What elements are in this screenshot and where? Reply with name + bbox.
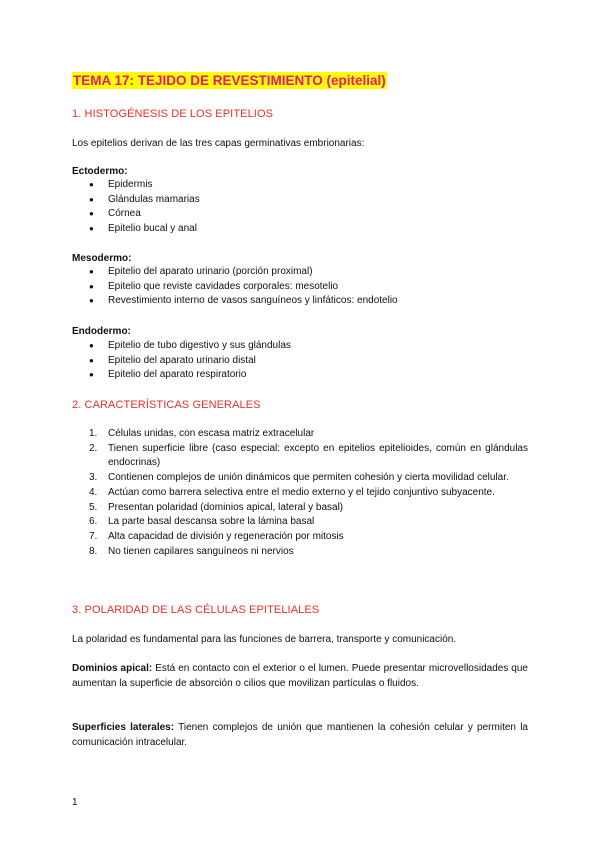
group-label-ectodermo: Ectodermo: xyxy=(72,166,128,177)
list-item: ● Córnea xyxy=(72,207,200,222)
list-item xyxy=(72,530,528,545)
list-number: 8. xyxy=(89,545,98,557)
list-item: ● Epidermis xyxy=(72,178,200,193)
term-text: Está en contacto con el exterior o el lumen. Puede presentar microvellosidades que aumentan la superficie de absorción o cilios que movilizan partículas o fluidos. xyxy=(72,663,528,689)
section-heading-polaridad: 3. POLARIDAD DE LAS CÉLULAS EPITELIALES xyxy=(72,604,320,616)
bullet-list-endodermo xyxy=(72,339,291,383)
section-intro-polaridad: La polaridad es fundamental para las funciones de barrera, transporte y comunicación. xyxy=(72,634,457,645)
bullet-list-ectodermo xyxy=(72,178,200,237)
list-item-text: Tienen superficie libre (caso especial: excepto en epitelios epitelioides, común en glándulas endocrinas) xyxy=(108,442,528,469)
list-item xyxy=(72,471,528,486)
list-item: ● Epitelio del aparato urinario (porción proximal) xyxy=(72,265,398,280)
term-label: Superficies laterales: xyxy=(72,722,175,733)
list-item-text: Actúan como barrera selectiva entre el medio externo y el tejido conjuntivo subyacente. xyxy=(108,486,495,498)
section-intro-histogenesis: Los epitelios derivan de las tres capas germinativas embrionarias: xyxy=(72,138,365,149)
list-number: 5. xyxy=(89,501,98,513)
list-item-text: Alta capacidad de división y regeneración por mitosis xyxy=(108,530,344,542)
section-heading-caracteristicas: 2. CARACTERÍSTICAS GENERALES xyxy=(72,399,261,411)
list-item-text: La parte basal descansa sobre la lámina basal xyxy=(108,516,315,528)
document-title: TEMA 17: TEJIDO DE REVESTIMIENTO (epitelial) xyxy=(73,73,386,88)
list-number: 7. xyxy=(89,530,98,542)
list-number: 3. xyxy=(89,472,98,484)
list-item: ● Epitelio del aparato respiratorio xyxy=(72,368,291,383)
list-number: 6. xyxy=(89,516,98,528)
section-heading-histogenesis: 1. HISTOGÉNESIS DE LOS EPITELIOS xyxy=(72,108,274,120)
list-item-text: Presentan polaridad (dominios apical, lateral y basal) xyxy=(108,501,344,513)
list-item xyxy=(72,427,528,442)
list-item-text: Células unidas, con escasa matriz extracelular xyxy=(108,428,315,439)
list-number: 4. xyxy=(89,486,98,498)
list-item xyxy=(72,486,528,501)
bullet-list-mesodermo xyxy=(72,265,398,309)
list-item: ● Epitelio del aparato urinario distal xyxy=(72,354,291,369)
term-text: Tienen complejos de unión que mantienen la cohesión celular y permiten la comunicación intracelular. xyxy=(72,722,528,748)
group-label-endodermo: Endodermo: xyxy=(72,326,131,337)
paragraph-dominio-apical xyxy=(72,661,528,691)
list-item: ● Epitelio de tubo digestivo y sus glándulas xyxy=(72,339,291,354)
list-item-text: No tienen capilares sanguíneos ni nervios xyxy=(108,545,294,557)
paragraph-superficies-laterales xyxy=(72,720,528,750)
list-item xyxy=(72,442,528,471)
list-item: ● Epitelio que reviste cavidades corporales: mesotelio xyxy=(72,280,398,295)
list-item: ● Glándulas mamarias xyxy=(72,193,200,208)
group-label-mesodermo: Mesodermo: xyxy=(72,253,132,264)
list-number: 1. xyxy=(89,428,98,439)
list-item xyxy=(72,545,528,560)
term-label: Dominios apical: xyxy=(72,663,153,674)
list-item-text: Contienen complejos de unión dinámicos que permiten cohesión y cierta movilidad celular. xyxy=(108,472,509,484)
list-item xyxy=(72,501,528,516)
numbered-list-caracteristicas xyxy=(72,427,528,559)
page-number: 1 xyxy=(72,797,78,808)
list-item: ● Epitelio bucal y anal xyxy=(72,222,200,237)
list-number: 2. xyxy=(89,442,98,454)
list-item: ● Revestimiento interno de vasos sanguíneos y linfáticos: endotelio xyxy=(72,294,398,309)
list-item xyxy=(72,515,528,530)
